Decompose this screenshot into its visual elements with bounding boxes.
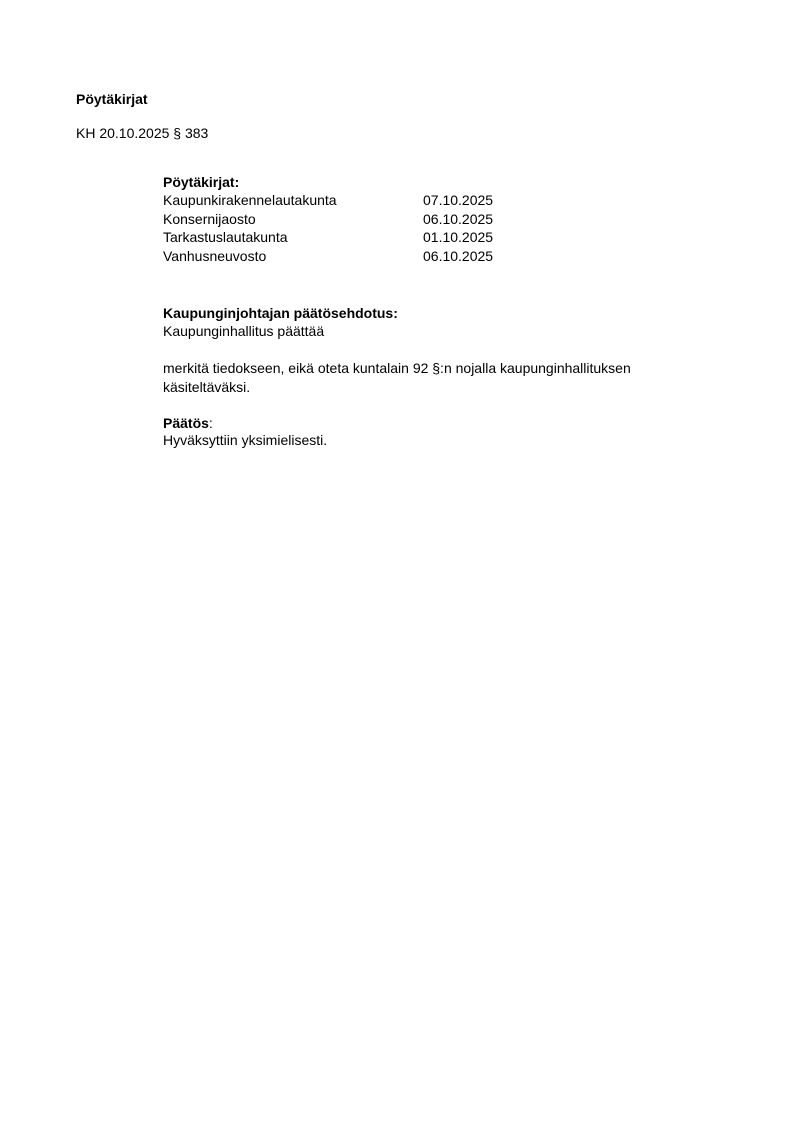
proposal-section	[163, 304, 663, 397]
decision-section	[163, 415, 663, 450]
page-title: Pöytäkirjat	[76, 91, 148, 107]
minutes-date: 07.10.2025	[423, 192, 494, 208]
minutes-body-name: Vanhusneuvosto	[163, 247, 267, 264]
decision-text: Hyväksyttiin yksimielisesti.	[163, 432, 328, 448]
minutes-row	[163, 228, 663, 247]
minutes-body-name: Tarkastuslautakunta	[163, 229, 288, 245]
minutes-section	[163, 173, 663, 265]
decision-heading-line	[163, 415, 663, 431]
decision-heading: Päätös	[163, 415, 209, 431]
proposal-intro: Kaupunginhallitus päättää	[163, 323, 325, 339]
minutes-row	[163, 247, 663, 266]
minutes-row	[163, 210, 663, 229]
meeting-reference: KH 20.10.2025 § 383	[76, 125, 209, 141]
proposal-text: merkitä tiedokseen, eikä oteta kuntalain 92 §:n nojalla kaupunginhallituksen käsiteltäväksi.	[163, 359, 631, 395]
minutes-heading: Pöytäkirjat:	[163, 174, 240, 190]
proposal-heading: Kaupunginjohtajan päätösehdotus:	[163, 305, 398, 321]
minutes-body-name: Konsernijaosto	[163, 210, 256, 227]
decision-heading-colon: :	[208, 415, 213, 431]
minutes-row	[163, 191, 663, 210]
minutes-date: 06.10.2025	[423, 247, 494, 264]
minutes-body-name: Kaupunkirakennelautakunta	[163, 192, 337, 208]
minutes-date: 01.10.2025	[423, 229, 494, 245]
minutes-date: 06.10.2025	[423, 210, 494, 227]
